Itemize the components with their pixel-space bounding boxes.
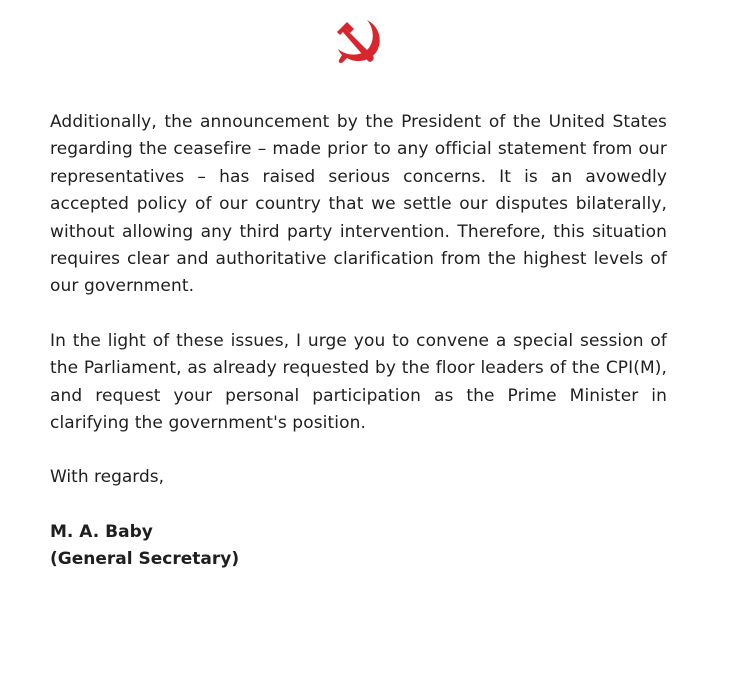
signatory-title: (General Secretary)	[50, 549, 240, 570]
signatory-name: M. A. Baby	[50, 521, 153, 542]
letter-closing: With regards,	[50, 467, 165, 488]
signature-block	[50, 519, 667, 574]
hammer-sickle-icon	[333, 18, 383, 66]
letter-body	[50, 109, 667, 574]
letter-paragraph-1: Additionally, the announcement by the President of the United States regarding the ceasefire – made prior to any official statement from our representatives – has raised serious concerns. It is an avowedly accepted policy of our country that we settle our disputes bilaterally, without allowing any third party intervention. Therefore, this situation requires clear and authoritative clarification from the highest levels of our government.	[50, 112, 667, 297]
letter-paragraph-2: In the light of these issues, I urge you to convene a special session of the Parliament, as already requested by the floor leaders of the CPI(M), and request your personal participation as the Prime Minister in clarifying the government's position.	[50, 330, 667, 434]
